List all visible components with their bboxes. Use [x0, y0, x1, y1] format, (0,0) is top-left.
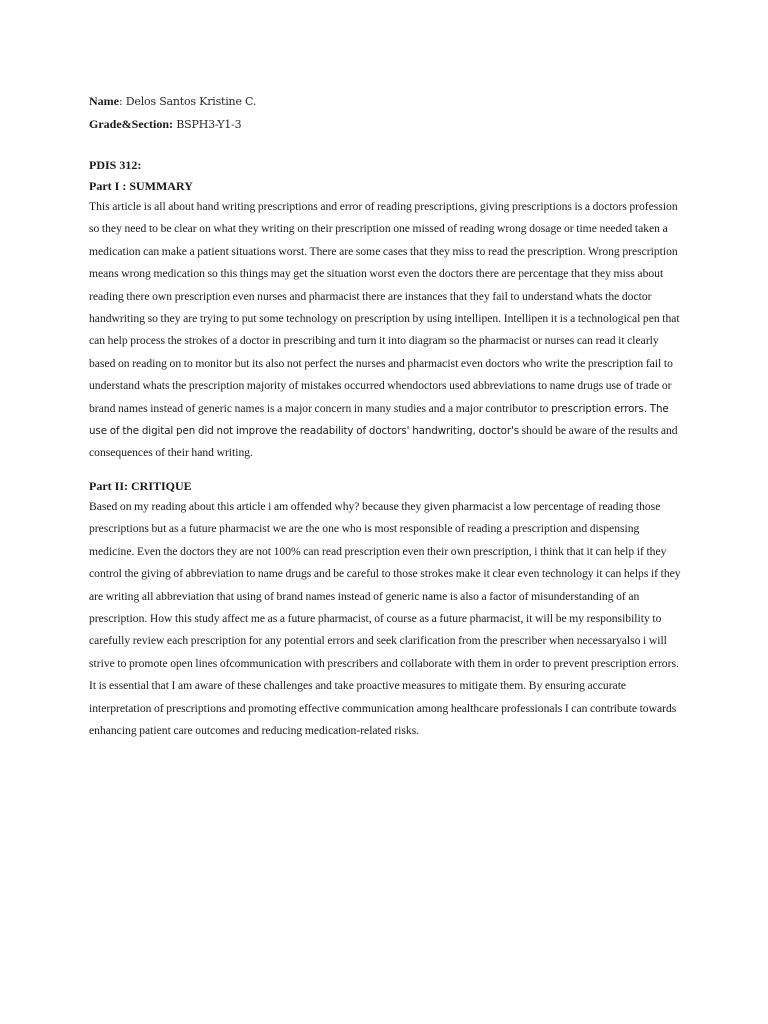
part1-heading: Part I : SUMMARY	[89, 179, 193, 193]
summary-text-main: This article is all about hand writing prescriptions and error of reading prescriptions, giving prescriptions is a doctors profession so they need to be clear on what they writing on their prescription one missed of reading wrong dosage or time needed taken a medication can make a patient situations worst. There are some cases that they miss to read the prescription. Wrong prescription means wrong medication so this things may get the situation worst even the doctors there are percentage that they miss about reading there own prescription even nurses and pharmacist there are instances that they fail to understand whats the doctor handwriting so they are trying to put some technology on prescription by using intellipen. Intellipen it is a technological pen that can help process the strokes of a doctor in prescribing and turn it into diagram so the pharmacist or nurses can read it clearly based on reading on to monitor but its also not perfect the nurses and pharmacist even doctors who write the prescription fail to understand whats the prescription majority of mistakes occurred whendoctors used abbreviations to name drugs use of trade or brand names instead of generic names is a major concern in many studies and a major contributor to	[89, 200, 680, 415]
part2-heading: Part II: CRITIQUE	[89, 478, 192, 493]
critique-paragraph: Based on my reading about this article i am offended why? because they given pharmacist a low percentage of reading those prescriptions but as a future pharmacist we are the one who is most responsible of reading a prescription and dispensing medicine. Even the doctors they are not 100% can read prescription even their own prescription, i think that it can help if they control the giving of abbreviation to name drugs and be careful to those strokes make it clear even technology it can helps if they are writing all abbreviation that using of brand names instead of generic name is also a factor of misunderstanding of an prescription. How this study affect me as a future pharmacist, of course as a future pharmacist, it will be my responsibility to carefully review each prescription for any potential errors and seek clarification from the prescriber when necessaryalso i will strive to promote open lines ofcommunication with prescribers and collaborate with them in order to prevent prescription errors. It is essential that I am aware of these challenges and take proactive measures to mitigate them. By ensuring accurate interpretation of prescriptions and promoting effective communication among healthcare professionals I can contribute towards enhancing patient care outcomes and reducing medication-related risks.	[89, 499, 681, 737]
student-name-line	[89, 93, 681, 110]
grade-section-label: Grade&Section:	[89, 117, 173, 131]
grade-section-line	[89, 116, 681, 133]
document-content	[89, 93, 681, 742]
course-code: PDIS 312:	[89, 158, 142, 172]
summary-text-end: should be aware of the results and consequences of their hand writing.	[89, 424, 678, 460]
summary-text-alt-font: prescription errors. The use of the digital pen did not improve the readability of doctors' handwriting, doctor's	[89, 402, 669, 438]
name-value: : Delos Santos Kristine C.	[119, 95, 257, 108]
name-label: Name	[89, 94, 119, 108]
grade-section-value: BSPH3-Y1-3	[172, 118, 242, 131]
summary-paragraph	[89, 196, 681, 465]
